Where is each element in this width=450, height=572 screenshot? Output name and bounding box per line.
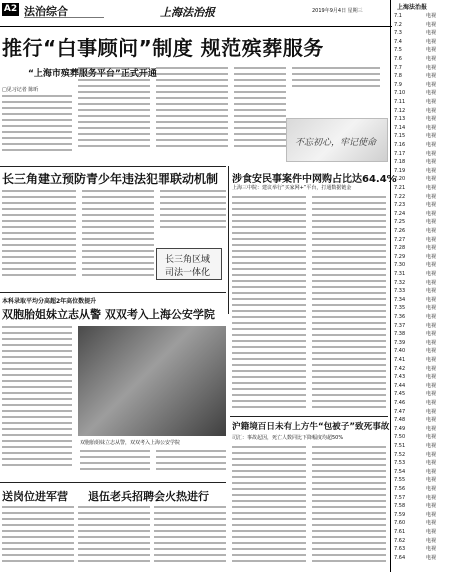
sidebar-row (392, 244, 448, 252)
sidebar-row-value: 电视 (426, 13, 437, 19)
sidebar-row-value: 电视 (426, 245, 437, 252)
sidebar-row-value: 电视 (426, 331, 437, 338)
sidebar-row (392, 124, 448, 132)
headline-6a: 送岗位进军营 (2, 490, 68, 503)
headline-2: 长三角建立预防青少年违法犯罪联动机制 (2, 172, 219, 186)
sidebar-row-code: 7.10 (394, 90, 406, 97)
sidebar-row-code: 7.18 (394, 159, 406, 166)
stamp-text: 不忘初心，牢记使命 (295, 138, 377, 148)
masthead: 上海法治报 (160, 6, 215, 19)
sidebar-row-value: 电视 (426, 64, 437, 71)
sidebar-row-value: 电视 (426, 116, 437, 123)
sidebar-row (392, 511, 448, 519)
sidebar-row (392, 502, 448, 510)
sidebar-row-code: 7.46 (394, 400, 406, 406)
sidebar-row-code: 7.3 (394, 30, 402, 37)
sidebar-row-code: 7.38 (394, 331, 406, 338)
sidebar-row-value: 电视 (426, 400, 437, 406)
sidebar-row-value: 电视 (426, 451, 437, 458)
sidebar-row (392, 218, 448, 226)
sidebar-row (392, 322, 448, 330)
sidebar-row (392, 64, 448, 72)
sidebar-row-code: 7.42 (394, 365, 406, 372)
sidebar-row-value: 电视 (426, 382, 437, 389)
sidebar-row-value: 电视 (426, 219, 437, 226)
kicker-4: 本科录取平均分高超2年高位数提升 (2, 298, 97, 305)
sidebar-row-value: 电视 (426, 339, 437, 346)
sidebar-row (392, 451, 448, 459)
callout-box (156, 248, 222, 280)
divider-5 (230, 416, 388, 417)
sidebar-row (392, 545, 448, 553)
callout-line-1: 长三角区域 (165, 255, 211, 265)
sidebar-row-value: 电视 (426, 253, 437, 260)
sidebar-row-code: 7.58 (394, 503, 406, 510)
sidebar-row-value: 电视 (426, 314, 437, 320)
sidebar-row-code: 7.1 (394, 13, 402, 19)
divider-6 (0, 482, 226, 483)
sidebar-row-code: 7.32 (394, 279, 406, 286)
sidebar-row-code: 7.62 (394, 537, 406, 544)
sidebar-row-code: 7.33 (394, 288, 406, 295)
sidebar-row-code: 7.49 (394, 425, 406, 432)
sidebar-row-code: 7.52 (394, 451, 406, 458)
header-bar (0, 0, 392, 27)
sidebar-row-code: 7.63 (394, 546, 406, 553)
sidebar-row-code: 7.21 (394, 185, 406, 191)
body-text-block-6 (2, 506, 226, 570)
sidebar-row-value: 电视 (426, 357, 437, 363)
sidebar-row (392, 29, 448, 37)
sidebar-row-value: 电视 (426, 494, 437, 501)
sidebar-row-value: 电视 (426, 150, 437, 157)
sidebar-row-value: 电视 (426, 133, 437, 140)
sidebar-row-value: 电视 (426, 56, 437, 62)
sidebar-row-code: 7.5 (394, 47, 402, 54)
sidebar-row (392, 330, 448, 338)
sidebar-row-code: 7.14 (394, 124, 406, 131)
issue-date: 2019年9月4日 星期三 (312, 8, 363, 14)
body-text-block-4 (2, 326, 74, 476)
sidebar-row-code: 7.7 (394, 64, 402, 71)
sidebar-row-code: 7.35 (394, 305, 406, 312)
sub-headline: “上海市殡葬服务平台”正式开通 (28, 69, 157, 79)
sidebar-row-value: 电视 (426, 90, 437, 97)
sidebar-row-code: 7.20 (394, 176, 406, 183)
sidebar-row-code: 7.61 (394, 529, 406, 535)
sidebar-row (392, 12, 448, 20)
sidebar-row-value: 电视 (426, 460, 437, 467)
headline-6b: 退伍老兵招聘会火热进行 (88, 490, 209, 503)
sidebar-row (392, 175, 448, 183)
sidebar-row (392, 98, 448, 106)
sidebar-row (392, 365, 448, 373)
sidebar-row (392, 38, 448, 46)
sidebar-row-code: 7.12 (394, 107, 406, 114)
sidebar-row-code: 7.16 (394, 142, 406, 148)
sidebar-row (392, 442, 448, 450)
sidebar-row (392, 46, 448, 54)
sidebar-row-value: 电视 (426, 236, 437, 243)
sidebar-row-value: 电视 (426, 537, 437, 544)
sidebar-row-code: 7.27 (394, 236, 406, 243)
sidebar-row-code: 7.54 (394, 468, 406, 475)
sidebar-row-value: 电视 (426, 529, 437, 535)
sidebar-row-code: 7.48 (394, 417, 406, 424)
section-title: 法治综合 (24, 5, 68, 18)
sidebar-header: 上海法治报 (397, 4, 428, 11)
sidebar-row-value: 电视 (426, 554, 437, 561)
sidebar-row (392, 528, 448, 536)
sidebar-row (392, 287, 448, 295)
sidebar-row (392, 55, 448, 63)
divider (0, 166, 226, 167)
sidebar-row-value: 电视 (426, 81, 437, 88)
sidebar-row-code: 7.6 (394, 56, 402, 62)
sidebar-row (392, 227, 448, 235)
sidebar-row-value: 电视 (426, 21, 437, 28)
sidebar-row-value: 电视 (426, 142, 437, 148)
sidebar-row (392, 253, 448, 261)
sidebar-row-code: 7.36 (394, 314, 406, 320)
sidebar-row (392, 382, 448, 390)
sidebar-row (392, 373, 448, 381)
sidebar-row (392, 356, 448, 364)
sidebar-row (392, 150, 448, 158)
sidebar-row (392, 485, 448, 493)
sidebar-row-code: 7.57 (394, 494, 406, 501)
sidebar-row-value: 电视 (426, 30, 437, 37)
headline-3: 涉食安民事案件中网购占比达64.4% (232, 174, 397, 185)
sidebar-row (392, 270, 448, 278)
sidebar-row-code: 7.47 (394, 408, 406, 415)
sidebar-row-value: 电视 (426, 546, 437, 553)
divider-v (228, 166, 229, 314)
sidebar-row-value: 电视 (426, 167, 437, 174)
sidebar-row-code: 7.31 (394, 271, 406, 277)
byline: □见习记者 陈昕 (2, 87, 39, 93)
sidebar-row-code: 7.55 (394, 477, 406, 484)
sidebar-row-value: 电视 (426, 279, 437, 286)
sidebar-row-value: 电视 (426, 425, 437, 432)
sidebar-row-code: 7.50 (394, 434, 406, 441)
sidebar-row-value: 电视 (426, 374, 437, 381)
divider-4 (0, 292, 226, 293)
sidebar-row (392, 184, 448, 192)
subhead-3: 上海三中院：建议举行“买家网+”平台，打通数据链金 (232, 185, 352, 191)
sidebar-row (392, 339, 448, 347)
sidebar-row-code: 7.13 (394, 116, 406, 123)
sidebar-row (392, 537, 448, 545)
sidebar-row-value: 电视 (426, 107, 437, 114)
sidebar-row (392, 21, 448, 29)
sidebar-row (392, 158, 448, 166)
sidebar-row (392, 554, 448, 562)
sidebar-row (392, 261, 448, 269)
sidebar-row (392, 132, 448, 140)
sidebar-row-code: 7.45 (394, 391, 406, 398)
sidebar-row-value: 电视 (426, 228, 437, 234)
sidebar-row (392, 236, 448, 244)
sidebar-row-value: 电视 (426, 47, 437, 54)
sidebar-row-code: 7.40 (394, 348, 406, 355)
sidebar-row-code: 7.23 (394, 202, 406, 209)
sidebar-row (392, 468, 448, 476)
sidebar-row-value: 电视 (426, 202, 437, 209)
sidebar-row (392, 347, 448, 355)
callout-line-2: 司法一体化 (165, 268, 211, 278)
sidebar-row-code: 7.8 (394, 73, 402, 80)
sidebar-row (392, 416, 448, 424)
sidebar-row-code: 7.28 (394, 245, 406, 252)
sidebar-row-value: 电视 (426, 322, 437, 329)
photo-caption: 双胞胎姐妹立志从警，双双考入上海公安学院 (80, 440, 181, 446)
sidebar-row-value: 电视 (426, 503, 437, 510)
sidebar-row-value: 电视 (426, 511, 437, 518)
sidebar-row-value: 电视 (426, 124, 437, 131)
sidebar-row-code: 7.39 (394, 339, 406, 346)
sidebar-row-value: 电视 (426, 391, 437, 398)
sidebar-row-code: 7.41 (394, 357, 406, 363)
sidebar-row-code: 7.59 (394, 511, 406, 518)
sidebar-row-value: 电视 (426, 408, 437, 415)
sidebar-row-value: 电视 (426, 443, 437, 449)
sidebar-row-code: 7.15 (394, 133, 406, 140)
sidebar-row-code: 7.2 (394, 21, 402, 28)
sidebar-row-value: 电视 (426, 477, 437, 484)
sidebar-row-code: 7.60 (394, 520, 406, 527)
sidebar-row (392, 433, 448, 441)
sidebar-row-value: 电视 (426, 288, 437, 295)
sidebar-row (392, 89, 448, 97)
sidebar-row-value: 电视 (426, 262, 437, 269)
sidebar-row-code: 7.37 (394, 322, 406, 329)
sidebar-row-code: 7.4 (394, 38, 402, 45)
sidebar-row-value: 电视 (426, 99, 437, 105)
sidebar-row-value: 电视 (426, 520, 437, 527)
sidebar-row (392, 72, 448, 80)
sidebar-row-value: 电视 (426, 305, 437, 312)
sidebar-row-value: 电视 (426, 38, 437, 45)
sidebar-row-value: 电视 (426, 296, 437, 303)
headline-4: 双胞胎姐妹立志从警 双双考入上海公安学院 (2, 308, 215, 321)
sidebar-row-code: 7.64 (394, 554, 406, 561)
sidebar-row-value: 电视 (426, 348, 437, 355)
sidebar-row-value: 电视 (426, 176, 437, 183)
sidebar-row (392, 425, 448, 433)
sidebar-row-code: 7.22 (394, 193, 406, 200)
sidebar-row (392, 399, 448, 407)
sidebar-row-value: 电视 (426, 210, 437, 217)
sidebar-row (392, 494, 448, 502)
sidebar-row-value: 电视 (426, 486, 437, 492)
headline-5: 沪籍境百日未有上方牛“包被子”致死事故 (232, 422, 390, 432)
sidebar-row (392, 115, 448, 123)
sidebar-row (392, 201, 448, 209)
sidebar-row-code: 7.43 (394, 374, 406, 381)
sidebar-row (392, 81, 448, 89)
sidebar-row (392, 167, 448, 175)
sidebar-row (392, 519, 448, 527)
sidebar-row-value: 电视 (426, 417, 437, 424)
sidebar-row-value: 电视 (426, 185, 437, 191)
sidebar-row (392, 390, 448, 398)
sidebar-row-code: 7.11 (394, 99, 406, 105)
sidebar-row (392, 459, 448, 467)
sidebar-row-value: 电视 (426, 365, 437, 372)
sidebar-row (392, 107, 448, 115)
sidebar-row-code: 7.30 (394, 262, 406, 269)
sidebar-row (392, 408, 448, 416)
sidebar-row-code: 7.9 (394, 81, 402, 88)
sidebar-row (392, 193, 448, 201)
body-text-block-4b (80, 450, 226, 480)
twins-photo (78, 326, 226, 436)
sidebar-row-code: 7.19 (394, 167, 406, 174)
sidebar-row (392, 313, 448, 321)
sidebar-row (392, 304, 448, 312)
sidebar-row (392, 296, 448, 304)
sidebar-row-code: 7.34 (394, 296, 406, 303)
sidebar-row-value: 电视 (426, 468, 437, 475)
sidebar-row (392, 279, 448, 287)
sidebar-row-code: 7.44 (394, 382, 406, 389)
sidebar-row-code: 7.56 (394, 486, 406, 492)
sidebar-row (392, 141, 448, 149)
subhead-5: 司汇：事故起因，死亡人数同比下降幅度均超50% (232, 435, 344, 441)
sidebar-row-code: 7.26 (394, 228, 406, 234)
sidebar-row-value: 电视 (426, 193, 437, 200)
sidebar-row-value: 电视 (426, 271, 437, 277)
sidebar-row (392, 210, 448, 218)
main-headline: 推行“白事顾问”制度 规范殡葬服务 (2, 36, 324, 60)
sidebar-row-code: 7.24 (394, 210, 406, 217)
stamp-image (286, 118, 388, 162)
sidebar-row-value: 电视 (426, 73, 437, 80)
sidebar-row-code: 7.25 (394, 219, 406, 226)
sidebar-row-value: 电视 (426, 434, 437, 441)
page-number-box: A2 (3, 4, 18, 14)
header-info-lines (24, 17, 104, 23)
sidebar-row-code: 7.53 (394, 460, 406, 467)
sidebar-row (392, 476, 448, 484)
body-text-block-5 (232, 446, 388, 570)
sidebar-row-value: 电视 (426, 159, 437, 166)
sidebar-row-code: 7.51 (394, 443, 406, 449)
sidebar-row-code: 7.17 (394, 150, 406, 157)
sidebar-row-code: 7.29 (394, 253, 406, 260)
